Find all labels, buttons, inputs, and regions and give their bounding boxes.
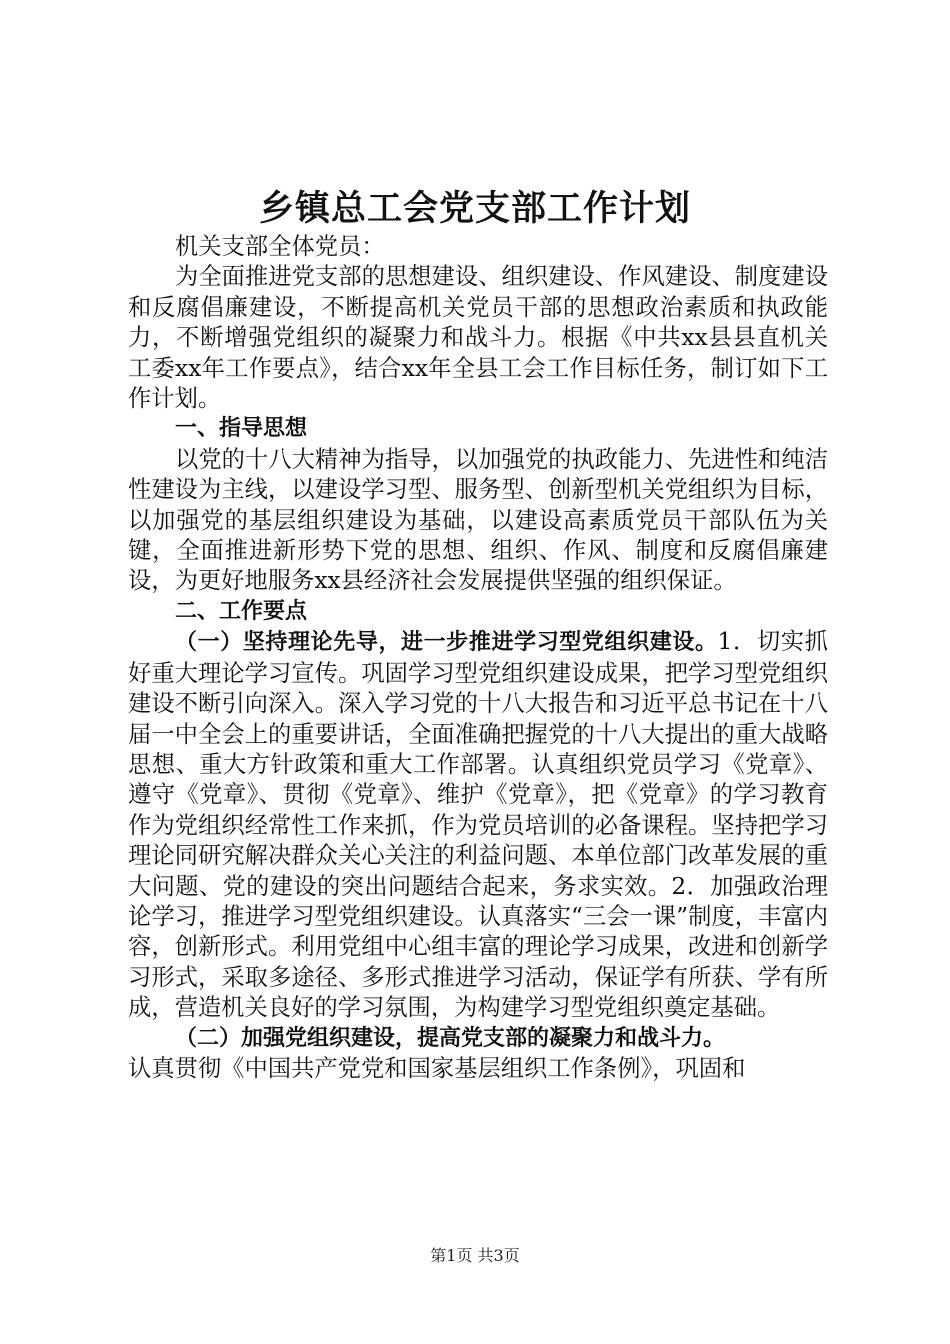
subsection-heading-1: （一）坚持理论先导，进一步推进学习型党组织建设。	[175, 630, 718, 656]
subsection-body-1: 1．切实抓好重大理论学习宣传。巩固学习型党组织建设成果，把学习型党组织建设不断引向深入。深入学习党的十八大报告和习近平总书记在十八届一中全会上的重要讲话，全面准确把握党的十八大提出的重大战略思想、重大方针政策和重大工作部署。认真组织党员学习《党章》、遵守《党章》、贯彻《党章》、维护《党章》，把《党章》的学习教育作为党组织经常性工作来抓，作为党员培训的必备课程。坚持把学习理论同研究解决群众关心关注的利益问题、本单位部门改革发展的重大问题、党的建设的突出问题结合起来，务求实效。2．加强政治理论学习，推进学习型党组织建设。认真落实“三会一课”制度，丰富内容，创新形式。利用党组中心组丰富的理论学习成果，改进和创新学习形式，采取多途径、多形式推进学习活动，保证学有所获、学有所成，营造机关良好的学习氛围，为构建学习型党组织奠定基础。	[128, 628, 828, 1022]
intro-paragraph: 为全面推进党支部的思想建设、组织建设、作风建设、制度建设和反腐倡廉建设，不断提高机关党员干部的思想政治素质和执政能力，不断增强党组织的凝聚力和战斗力。根据《中共xx县县直机关工委xx年工作要点》，结合xx年全县工会工作目标任务，制订如下工作计划。	[128, 263, 828, 413]
section-heading-guiding-thought: 一、指导思想	[175, 416, 308, 442]
section-heading-work-points: 二、工作要点	[175, 598, 308, 624]
document-body	[128, 232, 828, 1084]
document-title: 乡镇总工会党支部工作计划	[258, 188, 691, 229]
subsection-body-2: 认真贯彻《中国共产党党和国家基层组织工作条例》，巩固和	[128, 1054, 746, 1082]
subsection-paragraph-1	[128, 627, 828, 1023]
section-body-guiding-thought: 以党的十八大精神为指导，以加强党的执政能力、先进性和纯洁性建设为主线，以建设学习型、服务型、创新型机关党组织为目标，以加强党的基层组织建设为基础，以建设高素质党员干部队伍为关键，全面推进新形势下党的思想、组织、作风、制度和反腐倡廉建设，为更好地服务xx县经济社会发展提供坚强的组织保证。	[128, 445, 828, 595]
salutation: 机关支部全体党员：	[175, 233, 385, 260]
subsection-heading-2: （二）加强党组织建设，提高党支部的凝聚力和战斗力。	[175, 1025, 726, 1051]
page-footer: 第1页 共3页	[430, 1246, 520, 1265]
